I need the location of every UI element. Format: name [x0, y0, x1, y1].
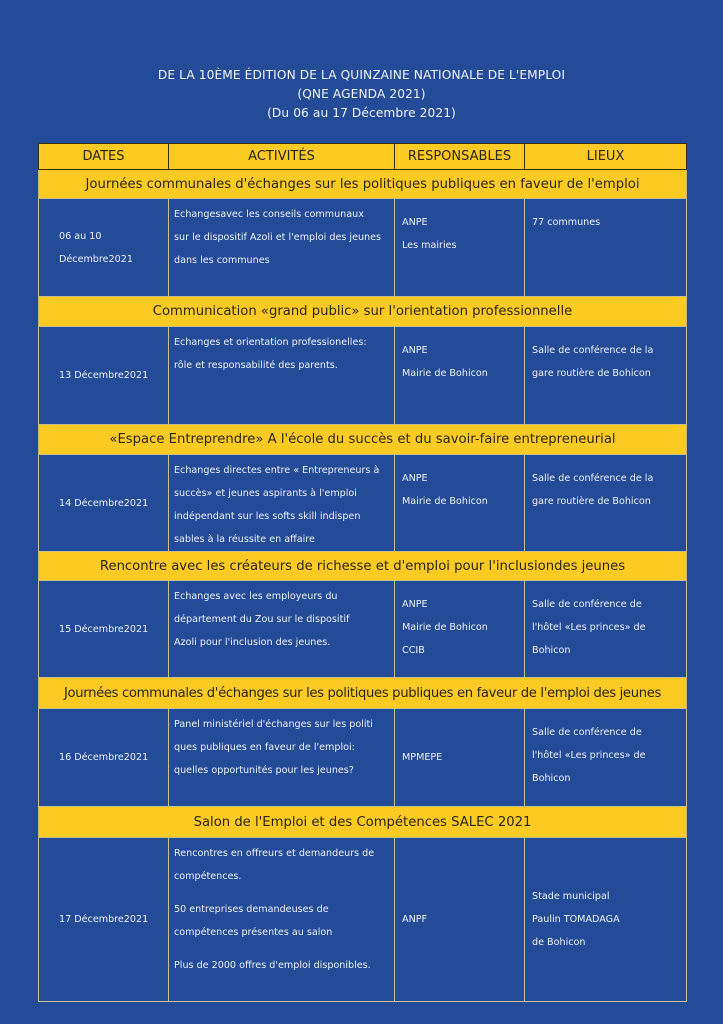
lieux-cell — [525, 709, 687, 807]
activities-line: indépendant sur les softs skill indispen — [174, 511, 361, 522]
section-title-cell — [39, 552, 687, 581]
activities-cell — [169, 455, 395, 552]
section-title: Journées communales d'échanges sur les politiques publiques en faveur de l'emploi — [85, 176, 640, 192]
date-line: 13 Décembre2021 — [59, 370, 149, 381]
table-row — [39, 455, 687, 552]
activities-line: compétences. — [174, 871, 242, 882]
section-title-cell — [39, 297, 687, 327]
responsables-line: ANPF — [402, 914, 428, 925]
date-cell — [39, 709, 169, 807]
section-title-row — [39, 807, 687, 838]
lieux-line: gare routière de Bohicon — [532, 496, 651, 507]
title-line-2: (QNE AGENDA 2021) — [297, 87, 426, 101]
section-title-cell — [39, 170, 687, 199]
activities-cell — [169, 327, 395, 425]
date-line: Décembre2021 — [59, 253, 133, 265]
activities-line: Plus de 2000 offres d'emploi disponibles. — [174, 960, 371, 971]
title-line-3: (Du 06 au 17 Décembre 2021) — [267, 106, 456, 120]
activities-line: 50 entreprises demandeuses de — [174, 904, 329, 915]
responsables-line: ANPE — [402, 473, 428, 484]
responsables-cell — [395, 709, 525, 807]
activities-line: Rencontres en offreurs et demandeurs de — [174, 848, 375, 859]
lieux-cell — [525, 581, 687, 678]
section-title: Salon de l'Emploi et des Compétences SALEC 2021 — [193, 814, 532, 830]
responsables-line: Mairie de Bohicon — [402, 368, 488, 379]
responsables-cell — [395, 455, 525, 552]
lieux-line: gare routière de Bohicon — [532, 368, 651, 379]
table-row — [39, 327, 687, 425]
responsables-line: ANPE — [402, 217, 428, 228]
lieux-line: Bohicon — [532, 645, 571, 656]
responsables-line: ANPE — [402, 345, 428, 356]
date-cell — [39, 199, 169, 297]
section-title-row — [39, 425, 687, 455]
section-title: Rencontre avec les créateurs de richesse et d'emploi pour l'inclusiondes jeunes — [99, 558, 626, 574]
activities-line: Echanges avec les employeurs du — [174, 591, 338, 602]
table-row — [39, 199, 687, 297]
date-line: 15 Décembre2021 — [59, 623, 149, 635]
section-title-row — [39, 170, 687, 199]
activities-cell — [169, 581, 395, 678]
date-line: 14 Décembre2021 — [59, 497, 149, 509]
lieux-line: l'hôtel «Les princes» de — [532, 622, 646, 633]
title-line-1: DE LA 10ÈME ÉDITION DE LA QUINZAINE NATIONALE DE L'EMPLOI — [157, 68, 566, 82]
activities-line: Echanges et orientation professionelles: — [174, 337, 367, 348]
section-title-cell — [39, 807, 687, 838]
section-title-row — [39, 678, 687, 709]
section-title-cell — [39, 678, 687, 709]
lieux-cell — [525, 455, 687, 552]
section-title: «Espace Entreprendre» A l'école du succès et du savoir-faire entrepreneurial — [109, 432, 616, 447]
activities-line: Echanges directes entre « Entrepreneurs à — [174, 465, 380, 476]
responsables-cell — [395, 327, 525, 425]
date-cell — [39, 838, 169, 1002]
date-cell — [39, 455, 169, 552]
date-cell — [39, 581, 169, 678]
table-row — [39, 581, 687, 678]
responsables-line: CCIB — [402, 645, 425, 656]
lieux-line: Salle de conférence de la — [532, 473, 654, 484]
responsables-cell — [395, 838, 525, 1002]
activities-line: compétences présentes au salon — [174, 927, 333, 938]
responsables-line: Mairie de Bohicon — [402, 496, 488, 507]
section-title: Journées communales d'échanges sur les politiques publiques en faveur de l'emploi des jeunes — [63, 685, 661, 701]
document-title — [0, 66, 723, 123]
line-gap — [174, 888, 388, 898]
lieux-line: Salle de conférence de — [532, 727, 642, 738]
responsables-line: Les mairies — [402, 240, 457, 251]
activities-line: sables à la réussite en affaire — [174, 534, 315, 545]
header-responsables: RESPONSABLES — [395, 144, 525, 170]
lieux-line: 77 communes — [532, 217, 601, 228]
activities-line: Echangesavec les conseils communaux — [174, 209, 364, 220]
header-activites: ACTIVITÉS — [169, 144, 395, 170]
lieux-line: Salle de conférence de — [532, 599, 642, 610]
section-title-cell — [39, 425, 687, 455]
date-cell — [39, 327, 169, 425]
responsables-cell — [395, 199, 525, 297]
lieux-cell — [525, 199, 687, 297]
lieux-line: Stade municipal — [532, 891, 610, 902]
agenda-table — [38, 143, 687, 1002]
responsables-line: MPMEPE — [402, 752, 443, 763]
activities-line: quelles opportunités pour les jeunes? — [174, 765, 354, 776]
table-row — [39, 838, 687, 1002]
responsables-line: Mairie de Bohicon — [402, 622, 488, 633]
lieux-cell — [525, 838, 687, 1002]
header-dates: DATES — [39, 144, 169, 170]
date-line: 06 au 10 — [59, 230, 102, 242]
activities-cell — [169, 709, 395, 807]
responsables-cell — [395, 581, 525, 678]
activities-line: sur le dispositif Azoli et l'emploi des jeunes — [174, 232, 382, 243]
lieux-line: Paulin TOMADAGA — [532, 914, 620, 925]
activities-line: ques publiques en faveur de l'emploi: — [174, 742, 355, 753]
lieux-line: Bohicon — [532, 773, 571, 784]
lieux-cell — [525, 327, 687, 425]
responsables-line: ANPE — [402, 599, 428, 610]
section-title-row — [39, 297, 687, 327]
date-line: 17 Décembre2021 — [59, 914, 149, 925]
activities-line: Azoli pour l'inclusion des jeunes. — [174, 637, 331, 648]
activities-line: Panel ministériel d'échanges sur les politi — [174, 719, 373, 730]
lieux-line: de Bohicon — [532, 937, 586, 948]
table-header-row — [39, 144, 687, 170]
activities-line: succès» et jeunes aspirants à l'emploi — [174, 488, 357, 499]
table-row — [39, 709, 687, 807]
lieux-line: l'hôtel «Les princes» de — [532, 750, 646, 761]
activities-line: dans les communes — [174, 255, 270, 266]
activities-cell — [169, 199, 395, 297]
activities-cell — [169, 838, 395, 1002]
line-gap — [174, 944, 388, 954]
lieux-line: Salle de conférence de la — [532, 345, 654, 356]
header-lieux: LIEUX — [525, 144, 687, 170]
section-title: Communication «grand public» sur l'orientation professionnelle — [152, 304, 573, 319]
section-title-row — [39, 552, 687, 581]
activities-line: département du Zou sur le dispositif — [174, 614, 350, 625]
agenda-body — [39, 170, 687, 1002]
activities-line: rôle et responsabilité des parents. — [174, 360, 338, 371]
date-line: 16 Décembre2021 — [59, 752, 149, 763]
